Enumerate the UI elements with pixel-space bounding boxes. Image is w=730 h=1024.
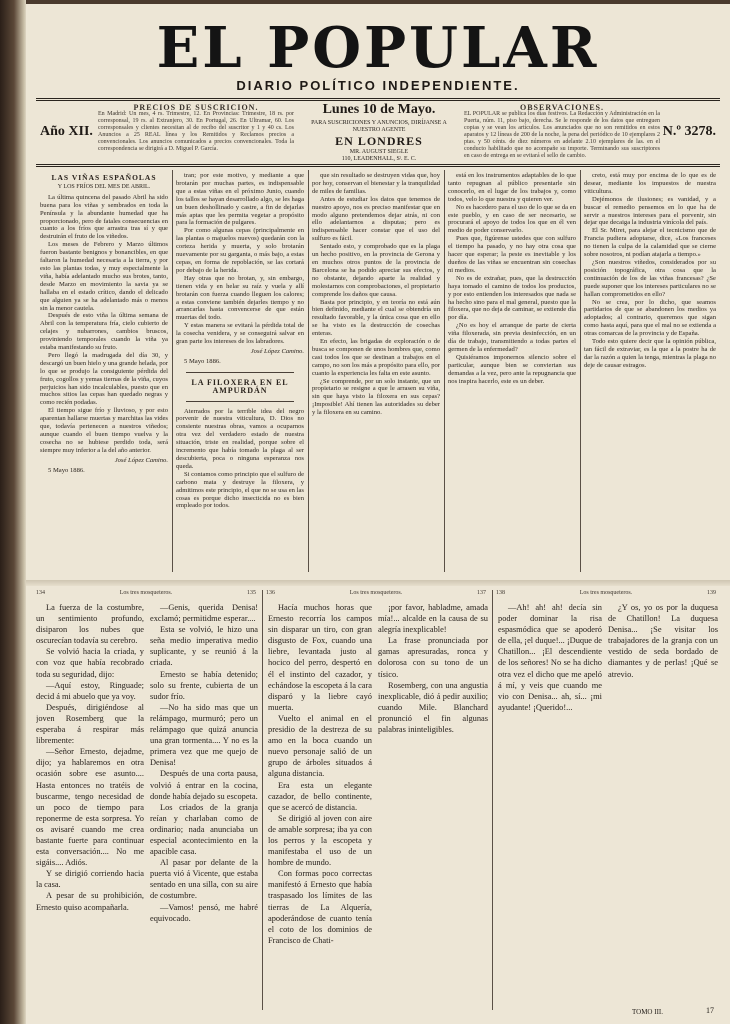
feuilleton-rule xyxy=(262,590,263,1010)
paragraph: ¿Y os, yo os por la duquesa de Chatillon! La duquesa Denisa... ¡Se visitar los trabajadores de la granja con un vestido de seda bordado de diamantes y de perlas! ¡Qué se atrevio. xyxy=(608,603,718,679)
paragraph: Se volvió hacia la criada, y con voz que había recobrado toda su seguridad, dijo: xyxy=(36,647,144,679)
article-column-5 xyxy=(584,172,716,572)
feuilleton-column-4 xyxy=(378,602,488,1012)
article-signature: José López Camino. xyxy=(250,347,304,355)
feuilleton-running-title: Los tres mosqueteros. xyxy=(349,590,403,596)
paragraph: ¿Son nuestros viñedos, considerados por su posición topográfica, otra cosa que la continuación de los de las viñas francesas? ¿Se puede suponer que los intereses particulares no se hallan comprometidos en ello? xyxy=(584,258,716,298)
paragraph: —Ah! ah! ah! decía sin poder dominar la risa espasmódica que se apoderó de ella, ¡el duque!... ¡Duque de Chatillon... ¡El descendiente de los señores! No se ha dicho otra vez el dicho que me apeló á mí, y veis que cuando me vio con Denisa... ah, sí... ¡mi ayudante! ¡Querido!... xyxy=(498,603,602,712)
date-box xyxy=(304,102,454,163)
feuilleton-page-left: 138 xyxy=(496,590,505,596)
paragraph: Con formas poco correctas manifestó á Ernesto que había traspasado los límites de las tierras de La Alquería, apoderándose de cuanto tenía el coto de los dominios de Francisco de Chati- xyxy=(268,869,372,945)
feuilleton-column-6 xyxy=(608,602,718,1002)
paragraph: ¡por favor, habladme, amada mía!... alcalde en la causa de su alegría inexplicable! xyxy=(378,603,488,635)
feuilleton-running-title: Los tres mosqueteros. xyxy=(119,590,173,596)
article-heading: LAS VIÑAS ESPAÑOLAS xyxy=(51,173,157,182)
paragraph: —Vamos! pensó, me habré equivocado. xyxy=(150,902,258,923)
prices-text: En Madrid: Un mes, 4 rs. Trimestre, 12. En Provincias: Trimestre, 18 rs. por corresponsal, 19 rs. al Extranjero, 30. En Portugal, 26. En Ultramar, 60. Los corresponsales y clientes necesitan al de recibo del suscritor y 1 y 40 cs. Los Anuncios a 25 REAL línea y los Remitidos y Reclamos precios a convencionales. Los anuncios comunicados a precios convencionales. Toda la correspondencia se dirigirá a D. Miguel P. García. xyxy=(98,111,294,152)
paragraph: Después de una corta pausa, volvió á entrar en la cocina, donde había dejado su escopeta. xyxy=(150,769,258,801)
feuilleton-page-right: 135 xyxy=(247,590,256,596)
agent-name: MR. AUGUST SIEGLE xyxy=(349,149,409,155)
paragraph: Al pasar por delante de la puerta vió á Vicente, que estaba sentado en una silla, con su aire de costumbre. xyxy=(150,858,258,901)
feuilleton-page-left: 134 xyxy=(36,590,45,596)
header-rule-bottom xyxy=(36,164,720,165)
paragraph: Todo esto quiere decir que la opinión pública, tan fácil de extraviar, es la que a la postre ha de dar la razón a quien la tenga, mientras la plaga no deje de causar estragos. xyxy=(584,338,716,369)
agent-address: 110, LEADENHALL, Sᵗ. E. C. xyxy=(341,156,417,162)
paragraph: Era esta un elegante cazador, de bello continente, que se acercó de distancia. xyxy=(268,780,372,812)
paragraph: Vuelto el animal en el presidio de la destreza de su amo en la boca cuando un nuevo personaje salió de un grupo de árboles situados á alguna distancia. xyxy=(268,713,372,779)
paragraph: ¿Se comprende, por un solo instante, que un propietario se resigne a que le arrasen su viña, sin que haya visto la filoxera en sus cepas? ¡Imposible! Ahí tienen las autoridades su deber y la filoxera en su camino. xyxy=(312,377,440,417)
prices-heading: PRECIOS DE SUSCRICION. xyxy=(133,103,259,112)
masthead xyxy=(26,15,730,93)
observations-text: EL POPULAR se publica los días festivos. La Redacción y Administración en la Puerta, núm. 11, piso bajo, derecha. Se le responde de los datos que entreguen copias y se vean los artículos. Los anunciados que no son remitidos en estos aparatos y 12 líneas de 200 de la noche, la pena del periódico de 10 ejemplares 2 ptas. y 50 cénts. de diez números en adelante 2.10 ejemplares de las. en el conducto habilitado que no acompañe su importe. Terminando sus suscriptores en caso de entrega en se evitará el sello de cambio. xyxy=(464,111,660,159)
header-rule-bottom-2 xyxy=(36,166,720,167)
paragraph: Y se dirigió corriendo hacia la casa. xyxy=(36,869,144,890)
paragraph: Aterrados por la terrible idea del negro porvenir de nuestra viticultura, D. Dios no consiente nuestras obras, vamos a ocuparnos otra vez del verdadero estado de nuestra situación, triste en realidad, porque sobre el incremento que había tomado la plaga al ser descubierta, poca o ninguna esperanza nos queda. xyxy=(176,407,304,470)
prices-box xyxy=(98,104,294,153)
paragraph: —Señor Ernesto, dejadme, dijo; ya hablaremos en otra ocasión sobre ese asunto.... Hasta entonces no tratéis de buscarme, tengo necesidad de un poco de tiempo para reponerme de esta sorpresa. Yo os avisaré cuando me crea bastante fuerte para continuar esta conversación.... No me sigáis.... Adiós. xyxy=(36,747,144,868)
paragraph: No se crea, por lo dicho, que seamos partidarios de que se abandonen los medios ya adoptados; al contrario, queremos que sigan como hasta aquí, para que el mal no se extienda a otras comarcas de la provincia y de España. xyxy=(584,298,716,338)
column-rule xyxy=(308,170,309,572)
feuilleton-page-left: 136 xyxy=(266,590,275,596)
feuilleton-page-right: 137 xyxy=(477,590,486,596)
article-separator xyxy=(186,372,294,373)
paragraph: Antes de estudiar los datos que tenemos de nuestro apoyo, nos es preciso manifestar que en modo alguno pretendemos dejar atrás, ni con ello adelantarnos a disputas; pero es indispensable hacer constar que el uso del sulfuro es fácil. xyxy=(312,195,440,243)
paragraph: Pues que, figúrense ustedes que con sulfuro el tiempo ha pasado, y no hay otra cosa que hacer que esperar; la peste es inevitable y los dueños de las viñas se encuentran sin cosechas ni medios. xyxy=(448,235,576,274)
paragraph: Por como algunas cepas (principalmente en las plantas o majuelos nuevos) quedarán con la corteza herida y muerta, y solo brotarán nuevamente por su garganta, o más bajo, a estas cepas, en forma de repoblación, se las cortará por debajo de la herida. xyxy=(176,227,304,274)
paragraph: No es hacedero para el uso de lo que se da en este pueblo, y en caso de ser necesario, se procurará el apoyo de todos los que en él ven medio de poder conservarlo. xyxy=(448,203,576,235)
paragraph: Ernesto se había detenido; solo su frente, cubierta de un sudor frío. xyxy=(150,669,258,701)
agent-city: EN LONDRES xyxy=(335,134,423,148)
article-dateline: 5 Mayo 1886. xyxy=(184,357,221,365)
issue-number: N.º 3278. xyxy=(662,124,716,139)
paragraph: Después, dirigiéndose al joven Rosemberg que la esperaba á respirar más libremente: xyxy=(36,702,144,746)
paragraph: Los criados de la granja reían y charlaban como de ordinario; nada anunciaba un especial acontecimiento en la apacible casa. xyxy=(150,802,258,857)
article-separator xyxy=(186,401,294,402)
header-rule-top xyxy=(36,98,720,99)
paragraph: Sentado esto, y comprobado que es la plaga un hecho positivo, en la provincia de Gerona y en muchos otros puntos de la provincia de Barcelona se ha podido apreciar sus efectos, y no obstante, dejando aparte la realidad y molestarnos con comprobaciones, el propietario comprende los daños que causa. xyxy=(312,243,440,298)
paragraph: El tiempo sigue frío y lluvioso, y por esto aparentan hallarse muertas y marchitas las vides que, todavía pertenecen a nuestros viñedos; aunque cuando el buen tiempo vuelva y la cosecha no se hubiese perdido toda, será siempre muy inferior a la del año anterior. xyxy=(40,407,168,454)
feuilleton-running-title: Los tres mosqueteros. xyxy=(579,590,633,596)
paragraph: Basta por principio, y en teoría no está aún bien definido, mediante el cual se obtendría un resultado favorable, y la única cosa que en ello se ha visto es la destrucción de cosechas enteras. xyxy=(312,298,440,338)
newspaper-title: EL POPULAR xyxy=(156,15,600,81)
header-band xyxy=(36,100,720,162)
paragraph: Los meses de Febrero y Marzo últimos fueron bastante benignos y bonancibles, en que faltaron la humedad necesaria a la tierra, y por esto las plantas todas, y muy especialmente la viña, había adelantado mucho sus brotes, tanto, desde Marzo en movimiento la savia ya se hallaba en el estado crítico, dando el delicado que alguien ya se ha adelantado más o menos sin la menor cautela. xyxy=(40,241,168,312)
feuilleton-header xyxy=(264,590,488,598)
feuilleton-column-5 xyxy=(498,602,602,1012)
observations-box xyxy=(464,104,660,160)
column-rule xyxy=(580,170,581,572)
paragraph: creto, está muy por encima de lo que es de desear, mediante los impuestos de nuestra viticultura. xyxy=(584,172,716,195)
article-heading-filoxera: LA FILOXERA EN EL AMPURDÁN xyxy=(191,377,289,395)
paragraph: Si contamos como principio que el sulfuro de carbono mata y destruye la filoxera, y admitimos este principio, el que no se usa en las cosas es porque dicho insecticida no es bien empleado por todos. xyxy=(176,470,304,510)
feuilleton-page-right: 139 xyxy=(707,590,716,596)
paragraph: —Genis, querida Denisa! exclamó; permitidme esperar.... xyxy=(150,603,258,624)
volume-label: Año XII. xyxy=(40,124,93,139)
agent-note: PARA SUSCRICIONES Y ANUNCIOS, DIRÍJANSE A NUESTRO AGENTE xyxy=(311,120,447,133)
article-subheading: Y LOS FRÍOS DEL MES DE ABRIL. xyxy=(57,183,151,190)
feuilleton-rule xyxy=(492,590,493,1010)
paragraph: Y estas manera se evitará la pérdida total de la cosecha venidera, y se conseguirá salvar en gran parte los intereses de los labradores. xyxy=(176,322,304,346)
feuilleton-header xyxy=(34,590,258,598)
paragraph: La frase pronunciada por gamas apresuradas, ronca y dolorosa con su tono de un tísico. xyxy=(378,636,488,679)
paragraph: No es de extrañar, pues, que la destrucción haya tomado el camino de todos los productos, y por esto entienden los interesados que nada se ha hecho sino para el mal general, puesto que la filoxera, que no deja de caminar, se extiende día por día. xyxy=(448,274,576,322)
paragraph: La fuerza de la costumbre, un sentimiento profundo, disiparon los nubes que oscurecían todavía su cerebro. xyxy=(36,603,144,646)
book-gutter xyxy=(0,0,26,1024)
volume-footer: TOMO III. xyxy=(632,1008,663,1016)
paragraph: En efecto, las brigadas de exploración o de busca se componen de unos hombres que, como casi todos los que se destinan a trabajos en el campo, no son los más a propósito para ello, por cuanto la experiencia les falta en este asunto. xyxy=(312,338,440,377)
column-rule xyxy=(444,170,445,572)
paragraph: A pesar de su prohibición, Ernesto quiso acompañarla. xyxy=(36,891,144,912)
paragraph: —No ha sido mas que un relámpago, murmuró; pero un relámpago que quizá anuncia una gran tormenta.... Y no es la primera vez que me quejo de Denisa! xyxy=(150,702,258,768)
column-rule xyxy=(172,170,173,572)
paragraph: El Sr. Miret, para alejar el tecnicismo que de Francia pudiera adoptarse, dice, «Los franceses no tienen la culpa de la calamidad que se cierne sobre nosotros, ni podían atajarla a tiempo.» xyxy=(584,227,716,259)
article-signature: José López Camino. xyxy=(114,456,168,464)
article-column-2 xyxy=(176,172,304,572)
paragraph: Rosemberg, con una angustia inexplicable, dió á pedir auxilio; cuando Mile. Blanchard pronunció el fin algunas palabras ininteligibles. xyxy=(378,680,488,735)
feuilleton-header xyxy=(494,590,718,598)
newspaper-page xyxy=(26,4,730,1024)
paragraph: Se dirigió al joven con aire de amable sorpresa; iba ya con los perros y la escopeta y manifestaba el uso de un hombre de mundo. xyxy=(268,813,372,868)
article-column-4 xyxy=(448,172,576,572)
paragraph: Pero llegó la madrugada del día 30, y descargó un buen hielo y una grande helada, por lo que se produjo la consiguiente pérdida del fruto, cogollos y yemas tiernas de la viña, cuyos perjuicios han sido incalculables, puesto que en muchos sitios las cepas han quedado negras y como recién podadas. xyxy=(40,351,168,407)
paragraph: Hay otras que no brotan, y, sin embargo, tienen vida y en helar su raíz y vuela y allí brotarán con fuerza cuando lleguen los calores; a estas conviene también dejarles tiempo y no arrancarlas hasta convencerse de que están muertas del todo. xyxy=(176,274,304,322)
paragraph: está en los instrumentos adaptables de lo que tanto repugnan al público presentarle sin conocerlo, en el lugar de los trabajos y, como todos, velo lo que nuestra y quieren ver. xyxy=(448,172,576,203)
paragraph: La última quincena del pasado Abril ha sido buena para los viñas y sembrados en toda la Península y la abundante humedad que ha proporcionado, pero de fatales consecuencias en cuanto a los fríos que arrastra tras sí y que destruirán el fruto de los viñedos. xyxy=(40,193,168,241)
page-fold xyxy=(26,580,730,586)
article-column-1 xyxy=(40,172,168,572)
feuilleton-column-2 xyxy=(150,602,258,1012)
page-number: 17 xyxy=(706,1006,714,1015)
paragraph: que sin resultado se destruyen vidas que, hoy por hoy, conservan el bienestar y la tranquilidad de miles de familias. xyxy=(312,172,440,195)
paragraph: —Aquí estoy, Ringuade; decid á mi abuelo que ya voy. xyxy=(36,680,144,701)
newspaper-subtitle: DIARIO POLÍTICO INDEPENDIENTE. xyxy=(236,78,520,93)
paragraph: Esta se volvió, le hizo una seña medio imperativa medio suplicante, y se reunió á la criada. xyxy=(150,625,258,668)
issue-date: Lunes 10 de Mayo. xyxy=(322,102,436,117)
feuilleton-column-1 xyxy=(36,602,144,1012)
paragraph: Dejémonos de ilusiones; es vanidad, y a buscar el remedio pensemos en lo que ha de servir a nuestros intereses para el porvenir, sin dejar que decaiga la industria vinícola del país. xyxy=(584,195,716,227)
paragraph: Después de esto viña la última semana de Abril con la temperatura fría, cielo cubierto de celajes y nubarrones, cambios bruscos, proviniendo temporales cuando la viña ya estaba manifestando su fruto. xyxy=(40,312,168,352)
feuilleton-column-3 xyxy=(268,602,372,1012)
observations-heading: OBSERVACIONES. xyxy=(519,103,605,112)
paragraph: Hacía muchos horas que Ernesto recorría los campos sin disparar un tiro, con gran disgusto de Fox, cuando una liebre, levantada justo al hocico del perro, despertó en él el instinto del cazador, y echándose la escopeta á la cara disparó y la liebre cayó muerta. xyxy=(268,603,372,712)
article-column-3 xyxy=(312,172,440,572)
paragraph: tran; por este motivo, y mediante a que brotarán por muchas partes, es indispensable que a estas viñas en el próximo Junio, cuando los tallos se hayan desarrollado algo, se les haga un buen deshollinado y castre, a fin de dejarlas más aptas que les permita vegetar a propósito para la formación de pulgares. xyxy=(176,172,304,227)
paragraph: Quisiéramos imponernos silencio sobre el particular, aunque bien se conviertan sus demandas a la vez, pero ante la repugnancia que nos inspira hacerlo, este es un deber. xyxy=(448,353,576,385)
paragraph: ¿No es hoy el arranque de parte de cierta viña filoxerada, sin previa desinfección, en un día de trabajo, transmitiendo a todas partes el germen de la enfermedad? xyxy=(448,322,576,353)
article-dateline: 5 Mayo 1886. xyxy=(48,466,85,474)
